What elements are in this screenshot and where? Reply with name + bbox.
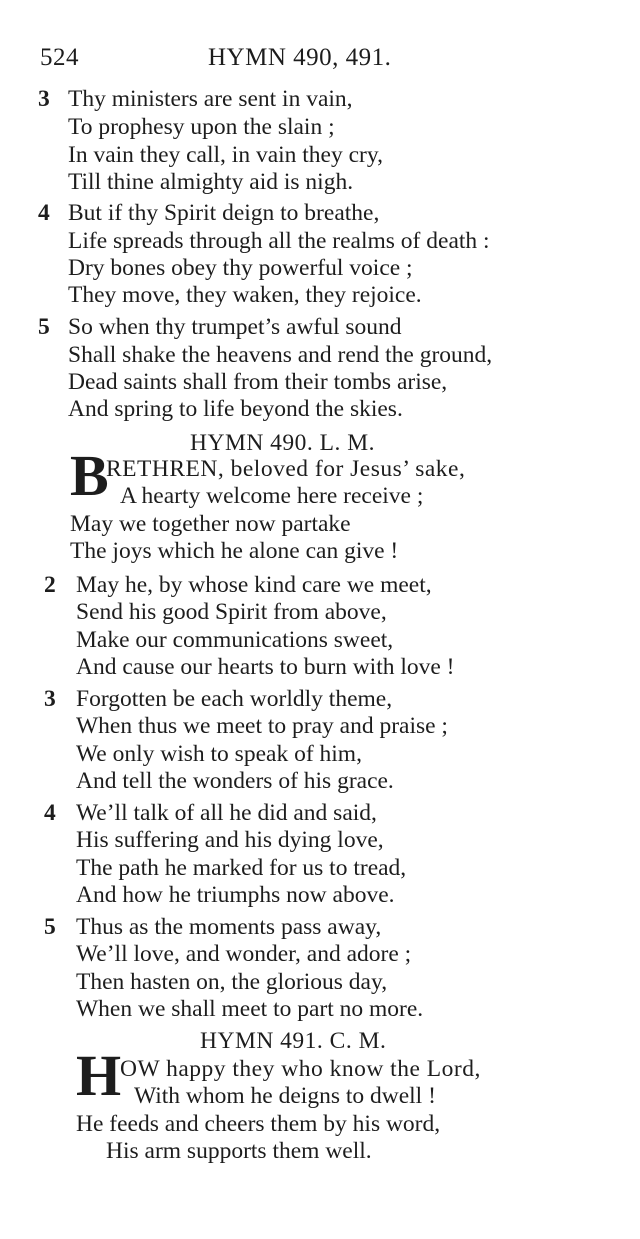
hymn-heading: HYMN 491. C. M. <box>200 1028 387 1054</box>
verse-line: They move, they waken, they rejoice. <box>68 282 422 308</box>
drop-cap: B <box>70 443 109 508</box>
verse-number: 3 <box>44 686 56 712</box>
verse-line: May we together now partake <box>70 511 351 537</box>
verse-line: OW happy they who know the Lord, <box>120 1056 481 1082</box>
verse-line: And cause our hearts to burn with love ! <box>76 654 455 680</box>
verse-line: May he, by whose kind care we meet, <box>76 572 432 598</box>
verse-line: His suffering and his dying love, <box>76 827 384 853</box>
verse-line: And how he triumphs now above. <box>76 882 395 908</box>
verse-line: With whom he deigns to dwell ! <box>134 1083 436 1109</box>
verse-line: Life spreads through all the realms of death : <box>68 228 490 254</box>
verse-line: And spring to life beyond the skies. <box>68 396 403 422</box>
verse-line: In vain they call, in vain they cry, <box>68 142 383 168</box>
verse-line: When thus we meet to pray and praise ; <box>76 713 448 739</box>
verse-line: So when thy trumpet’s awful sound <box>68 314 402 340</box>
verse-number: 4 <box>38 200 50 226</box>
verse-line: Thy ministers are sent in vain, <box>68 86 353 112</box>
drop-cap: H <box>76 1043 122 1108</box>
verse-line: Then hasten on, the glorious day, <box>76 969 388 995</box>
verse-line: We’ll love, and wonder, and adore ; <box>76 941 412 967</box>
verse-number: 2 <box>44 572 56 598</box>
verse-line: Dead saints shall from their tombs arise, <box>68 369 448 395</box>
verse-line: The path he marked for us to tread, <box>76 855 407 881</box>
verse-line: A hearty welcome here receive ; <box>120 483 424 509</box>
verse-number: 3 <box>38 86 50 112</box>
verse-number: 4 <box>44 800 56 826</box>
verse-line: Till thine almighty aid is nigh. <box>68 169 354 195</box>
verse-line: RETHREN, beloved for Jesus’ sake, <box>106 456 466 482</box>
verse-line: Forgotten be each worldly theme, <box>76 686 393 712</box>
verse-line: Shall shake the heavens and rend the ground, <box>68 342 493 368</box>
verse-line: Dry bones obey thy powerful voice ; <box>68 255 413 281</box>
verse-line: To prophesy upon the slain ; <box>68 114 335 140</box>
verse-number: 5 <box>38 314 50 340</box>
verse-line: We only wish to speak of him, <box>76 741 362 767</box>
verse-line: The joys which he alone can give ! <box>70 538 399 564</box>
running-title: HYMN 490, 491. <box>208 44 392 71</box>
page-number: 524 <box>40 44 79 71</box>
verse-line: And tell the wonders of his grace. <box>76 768 394 794</box>
verse-line: Make our communications sweet, <box>76 627 394 653</box>
verse-line: Send his good Spirit from above, <box>76 599 387 625</box>
verse-line: He feeds and cheers them by his word, <box>76 1111 441 1137</box>
verse-line: Thus as the moments pass away, <box>76 914 382 940</box>
verse-line: But if thy Spirit deign to breathe, <box>68 200 380 226</box>
verse-line: We’ll talk of all he did and said, <box>76 800 377 826</box>
running-head <box>40 44 600 78</box>
verse-line: When we shall meet to part no more. <box>76 996 424 1022</box>
verse-number: 5 <box>44 914 56 940</box>
verse-line: His arm supports them well. <box>106 1138 372 1164</box>
hymn-heading: HYMN 490. L. M. <box>190 430 376 456</box>
